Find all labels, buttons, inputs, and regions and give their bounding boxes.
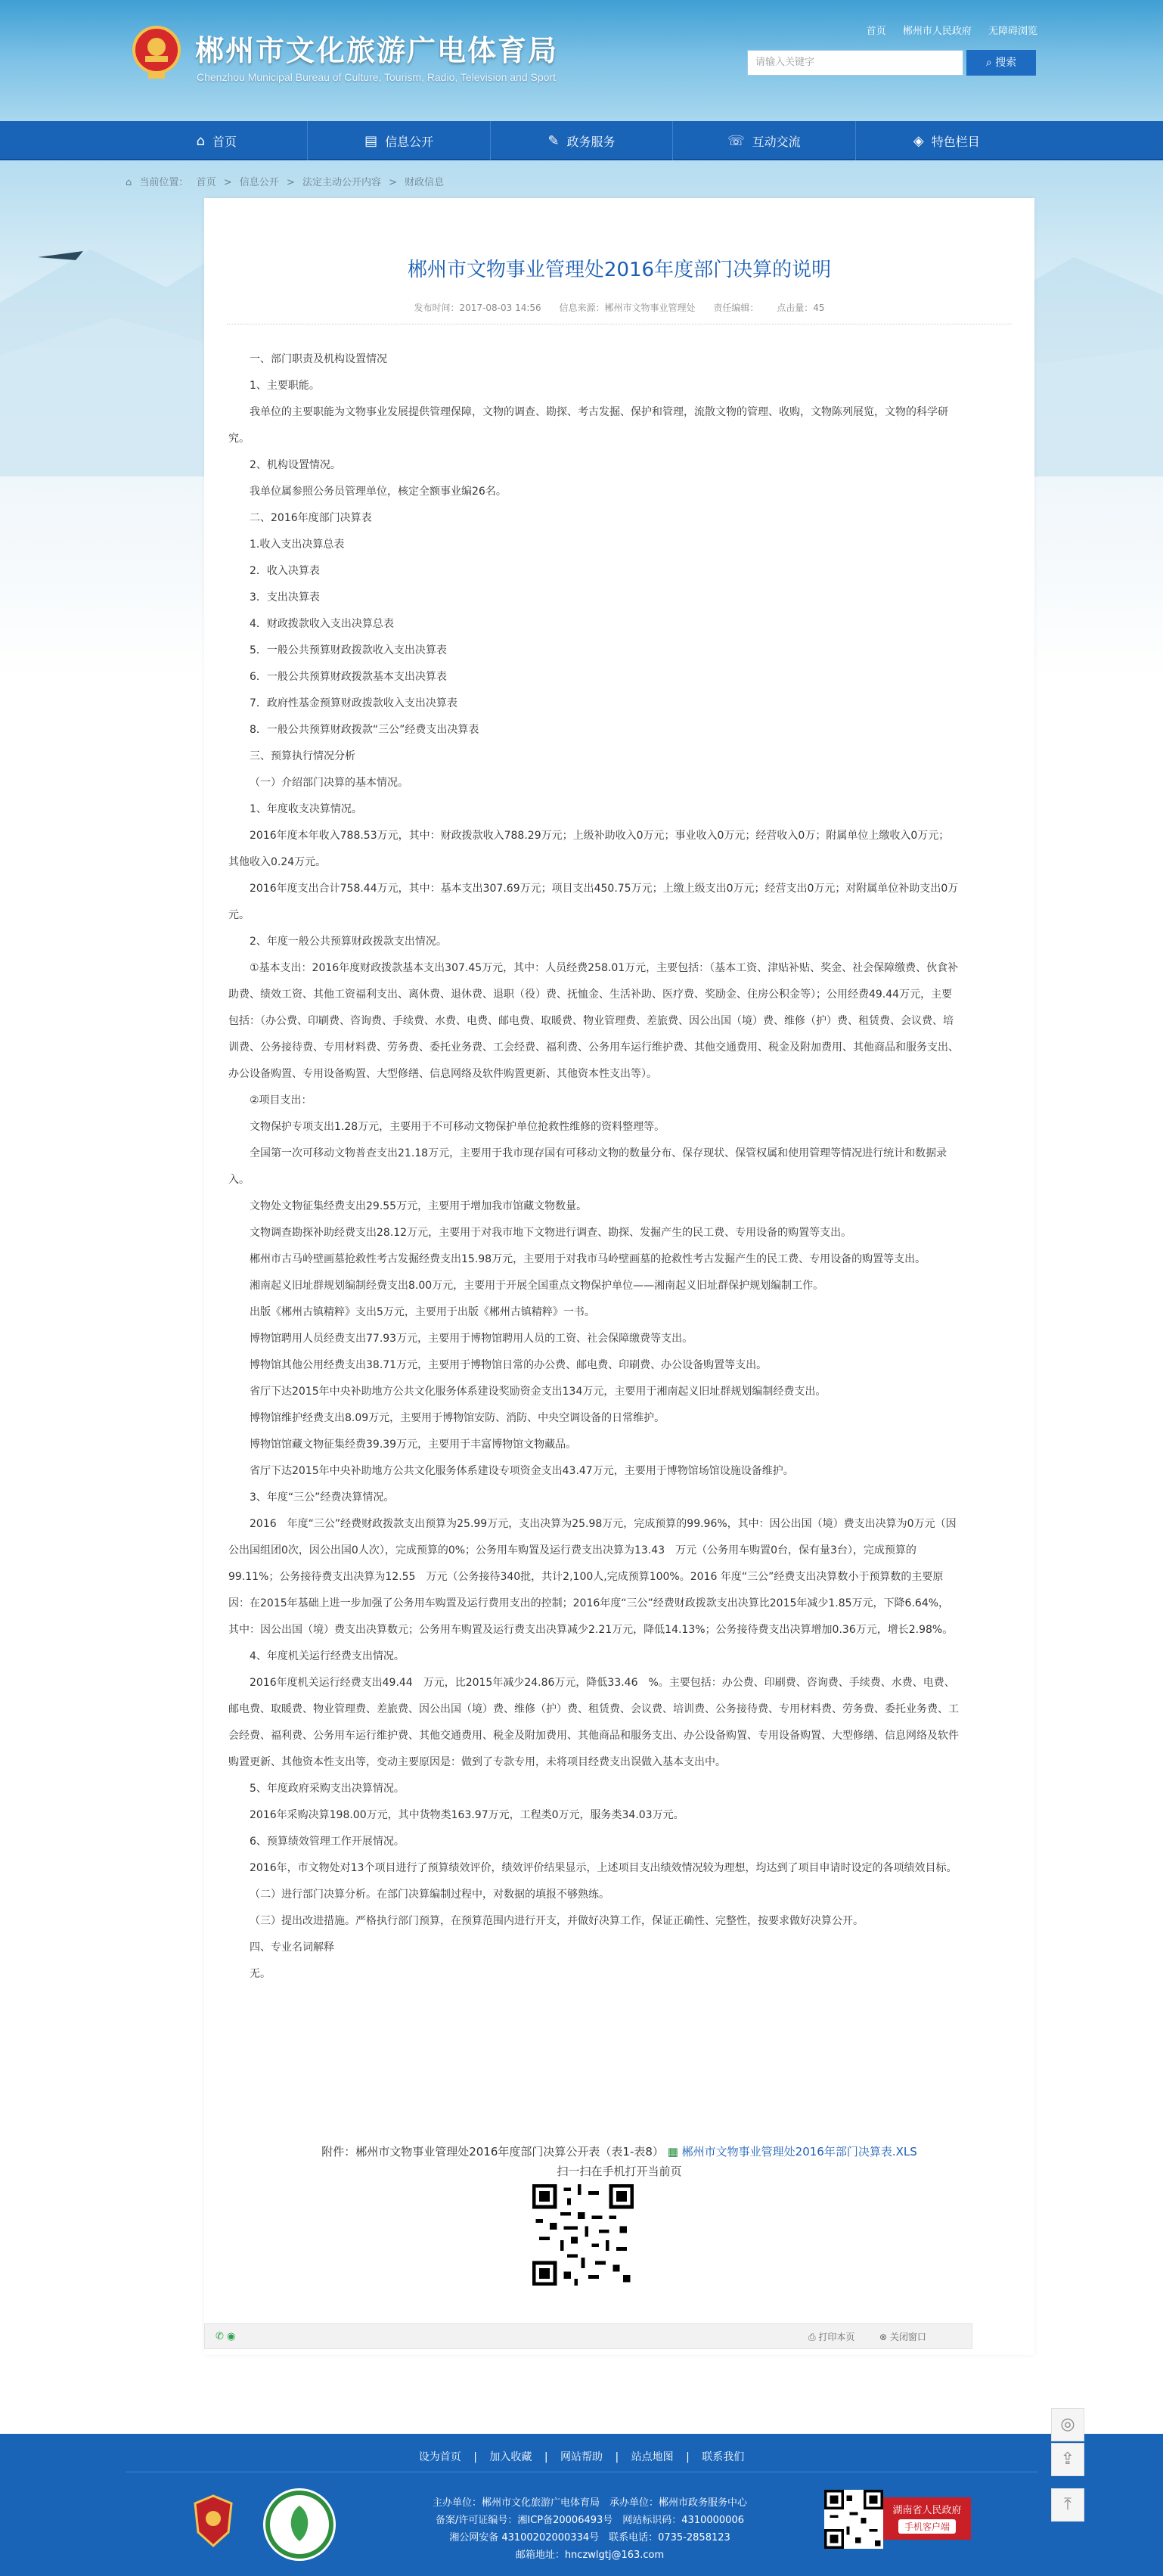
editor: 责任编辑： [713, 303, 759, 313]
article-paragraph: 2、机构设置情况。 [250, 459, 341, 471]
article-paragraph: 4、年度机关运行经费支出情况。 [250, 1650, 405, 1662]
article-paragraph: 出版《郴州古镇精粹》支出5万元，主要用于出版《郴州古镇精粹》一书。 [250, 1306, 595, 1318]
top-link-government[interactable]: 郴州市人民政府 [902, 26, 972, 37]
gov-app-badge[interactable] [883, 2497, 971, 2540]
article-paragraph: 博物馆聘用人员经费支出77.93万元，主要用于博物馆聘用人员的工资、社会保障缴费等支出。 [250, 1333, 693, 1345]
article-paragraph: 1.收入支出决算总表 [250, 538, 345, 551]
article-paragraph: 三、预算执行情况分析 [250, 750, 355, 762]
publish-time: 发布时间：2017-08-03 14:56 [414, 303, 541, 313]
qr-code-icon [532, 2184, 634, 2286]
article-paragraph: 郴州市古马岭壁画墓抢救性考古发掘经费支出15.98万元，主要用于对我市马岭壁画墓的抢救性考古发掘产生的民工费、专用设备的购置等支出。 [250, 1253, 926, 1265]
article-paragraph: 1、主要职能。 [250, 380, 320, 392]
edit-icon: ✎ [547, 132, 560, 149]
breadcrumb-link-finance[interactable]: 财政信息 [405, 177, 445, 188]
article-panel [204, 198, 1034, 2355]
top-link-accessibility[interactable]: 无障碍浏览 [988, 26, 1037, 37]
breadcrumb [126, 174, 448, 188]
article-title: 郴州市文物事业管理处2016年度部门决算的说明 [407, 259, 832, 281]
footer-links [0, 2449, 1163, 2464]
nav-item-label: 互动交流 [752, 134, 801, 149]
excel-icon: ▦ [667, 2145, 678, 2159]
article-paragraph: 博物馆维护经费支出8.09万元，主要用于博物馆安防、消防、中央空调设备的日常维护。 [250, 1412, 665, 1424]
article-paragraph: 7．政府性基金预算财政拨款收入支出决算表 [250, 697, 457, 709]
article-paragraph: 2016年度本年收入788.53万元，其中：财政拨款收入788.29万元；上级补助收入0万元；事业收入0万元；经营收入0万；附属单位上缴收入0万元；其他收入0.24万元。 [228, 830, 950, 868]
footer-separator: | [473, 2451, 477, 2463]
close-icon: ⊗ [879, 2332, 890, 2342]
attachment-prefix: 附件：郴州市文物事业管理处2016年度部门决算公开表（表1-表8） [321, 2145, 664, 2159]
attachment-line [204, 2143, 1034, 2159]
article-paragraph: 我单位的主要职能为文物事业发展提供管理保障，文物的调查、勘探、考古发掘、保护和管理，流散文物的管理、收购，文物陈列展览，文物的科学研究。 [228, 406, 948, 445]
nav-item-interaction[interactable] [673, 121, 855, 160]
breadcrumb-label: 当前位置： [139, 177, 189, 188]
nav-item-info-disclosure[interactable] [308, 121, 490, 160]
article-paragraph: 一、部门职责及机构设置情况 [250, 353, 387, 365]
article-paragraph: 5、年度政府采购支出决算情况。 [250, 1783, 405, 1795]
article-paragraph: 博物馆馆藏文物征集经费39.39万元，主要用于丰富博物馆文物藏品。 [250, 1439, 577, 1451]
gov-badge-subtitle: 手机客户端 [898, 2519, 956, 2534]
search-button-label: 搜索 [995, 57, 1017, 69]
footer-link-sitemap[interactable]: 站点地图 [631, 2451, 674, 2463]
close-label: 关闭窗口 [889, 2332, 926, 2342]
article-paragraph: （三）提出改进措施。严格执行部门预算，在预算范围内进行开支，并做好决算工作，保证正确性、完整性，按要求做好决算公开。 [250, 1915, 864, 1927]
article-paragraph: 1、年度收支决算情况。 [250, 803, 362, 815]
footer-link-set-home[interactable]: 设为首页 [418, 2451, 461, 2463]
police-badge-icon[interactable] [192, 2494, 234, 2547]
article-paragraph: 文物调查勘探补助经费支出28.12万元，主要用于对我市地下文物进行调查、勘探、发掘产生的民工费、专用设备的购置等支出。 [250, 1227, 852, 1239]
article-body [228, 346, 959, 1988]
article-paragraph: 8．一般公共预算财政拨款“三公”经费支出决算表 [250, 724, 479, 736]
close-window-button[interactable] [879, 2330, 926, 2343]
breadcrumb-separator: > [389, 177, 398, 188]
nav-item-label: 信息公开 [385, 134, 434, 149]
site-title: 郴州市文化旅游广电体育局 [195, 34, 559, 67]
article-paragraph: ①基本支出：2016年度财政拨款基本支出307.45万元，其中：人员经费258.01万元，主要包括：（基本工资、津贴补贴、奖金、社会保障缴费、伙食补助费、绩效工资、其他工资福利支出、离休费、退休费、退职（役）费、抚恤金、生活补助、医疗费、奖励金、住房公积金等）；公用经费49.44万元，主要包括：（办公费、印刷费、咨询费、手续费、水费、电费、邮电费、取暖费、物业管理费、差旅费、因公出国（境）费、维修（护）费、租赁费、会议费、培训费、公务接待费、专用材料费、劳务费、委托业务费、工会经费、福利费、公务用车运行维护费、其他交通费用、税金及附加费用、其他商品和服务支出、办公设备购置、专用设备购置、大型修缮、信息网络及软件购置更新、其他资本性支出等）。 [228, 962, 959, 1080]
article-meta [204, 301, 1034, 314]
view-count: 点击量：45 [777, 303, 825, 313]
top-links [853, 23, 1037, 37]
article-paragraph: 文物保护专项支出1.28万元，主要用于不可移动文物保护单位抢救性维修的资料整理等。 [250, 1121, 665, 1133]
breadcrumb-separator: > [223, 177, 232, 188]
article-paragraph: 6、预算绩效管理工作开展情况。 [250, 1836, 405, 1848]
nav-item-label: 特色栏目 [931, 134, 980, 149]
footer-security: 湘公网安备 43100202000334号 联系电话：0735-2858123 [449, 2532, 730, 2543]
nav-item-government-service[interactable] [491, 121, 673, 160]
search-button[interactable] [966, 50, 1036, 76]
location-icon: ⌂ [126, 177, 132, 188]
footer-link-contact[interactable]: 联系我们 [702, 2451, 745, 2463]
site-footer [0, 2434, 1163, 2576]
article-paragraph: 2、年度一般公共预算财政拨款支出情况。 [250, 936, 447, 948]
breadcrumb-separator: > [286, 177, 295, 188]
article-paragraph: 2016 年度“三公”经费财政拨款支出预算为25.99万元，支出决算为25.98万元，完成预算的99.96%，其中：因公出国（境）费支出决算为0万元（因公出国组团0次，因公出国0人次），完成预算的0%；公务用车购置及运行费支出决算为13.43 万元（公务用车购置0台，保有量3台），完成预算的99.11%；公务接待费支出决算为12.55 万元（公务接待340批，共计2,100人,完成预算100%。2016 年度“三公”经费支出决算数小于预算数的主要原因：在2015年基础上进一步加强了公务用车购置及运行费用支出的控制；2016年度“三公”经费财政拨款支出决算比2015年减少1.85万元，下降6.64%，其中：因公出国（境）费支出决算数元；公务用车购置及运行费支出决算减少2.21万元，降低14.13%；公务接待费支出决算增加0.36万元，增长2.98%。 [228, 1518, 957, 1636]
article-paragraph: （二）进行部门决算分析。在部门决算编制过程中，对数据的填报不够熟练。 [250, 1889, 609, 1901]
article-paragraph: 博物馆其他公用经费支出38.71万元，主要用于博物馆日常的办公费、邮电费、印刷费、办公设备购置等支出。 [250, 1359, 768, 1371]
nav-item-home[interactable] [126, 121, 308, 160]
article-paragraph: 5．一般公共预算财政拨款收入支出决算表 [250, 644, 447, 656]
share-icons[interactable]: ✆ ◉ [216, 2331, 236, 2342]
share-float-button[interactable] [1051, 2443, 1084, 2476]
article-paragraph: 我单位属参照公务员管理单位，核定全额事业编26名。 [250, 486, 507, 498]
article-paragraph: 3．支出决算表 [250, 591, 320, 604]
article-paragraph: 2016年采购决算198.00万元，其中货物类163.97万元，工程类0万元，服务类34.03万元。 [250, 1809, 684, 1821]
print-button[interactable] [808, 2330, 854, 2343]
article-paragraph: 全国第一次可移动文物普查支出21.18万元，主要用于我市现存国有可移动文物的数量分布、保存现状、保管权属和使用管理等情况进行统计和数据录入。 [228, 1147, 947, 1186]
article-paragraph: （一）介绍部门决算的基本情况。 [250, 777, 408, 789]
breadcrumb-link-home[interactable]: 首页 [196, 177, 216, 188]
nav-item-label: 首页 [212, 134, 237, 149]
article-paragraph: 4．财政拨款收入支出决算总表 [250, 618, 394, 630]
attachment-link[interactable]: 郴州市文物事业管理处2016年部门决算表.XLS [681, 2145, 917, 2159]
arrow-up-icon: ⤒ [1064, 2495, 1072, 2514]
nav-item-label: 政务服务 [566, 134, 616, 149]
breadcrumb-link-info[interactable]: 信息公开 [239, 177, 279, 188]
footer-separator: | [615, 2451, 619, 2463]
article-paragraph: 湘南起义旧址群规划编制经费支出8.00万元，主要用于开展全国重点文物保护单位——湘南起义旧址群保护规划编制工作。 [250, 1280, 824, 1292]
back-to-top-button[interactable] [1051, 2488, 1084, 2522]
top-link-home[interactable]: 首页 [866, 26, 886, 37]
home-icon: ⌂ [196, 132, 205, 149]
nav-item-featured[interactable] [856, 121, 1037, 160]
footer-link-help[interactable]: 网站帮助 [560, 2451, 603, 2463]
footer-info [393, 2494, 786, 2564]
breadcrumb-link-statutory[interactable]: 法定主动公开内容 [302, 177, 381, 188]
footer-qr-code-icon [824, 2490, 883, 2549]
weibo-icon: ◎ [1060, 2415, 1075, 2434]
article-paragraph: ②项目支出： [250, 1094, 312, 1106]
article-paragraph: 2016年度机关运行经费支出49.44 万元，比2015年减少24.86万元，降低33.46 %。主要包括：办公费、印刷费、咨询费、手续费、水费、电费、邮电费、取暖费、物业管理费、差旅费、因公出国（境）费、维修（护）费、租赁费、会议费、培训费、公务接待费、专用材料费、劳务费、委托业务费、工会经费、福利费、公务用车运行维护费、其他交通费用、税金及附加费用、其他商品和服务支出、办公设备购置、专用设备购置、大型修缮、信息网络及软件购置更新、其他资本性支出等，变动主要原因是：做到了专款专用，未将项目经费支出误做入基本支出中。 [228, 1677, 959, 1768]
printer-icon: ⎙ [808, 2332, 819, 2342]
article-paragraph: 文物处文物征集经费支出29.55万元，主要用于增加我市馆藏文物数量。 [250, 1200, 588, 1212]
gov-badge-title: 湖南省人民政府 [892, 2505, 962, 2516]
weibo-float-button[interactable] [1051, 2408, 1084, 2441]
share-icon: ⇪ [1060, 2450, 1075, 2469]
article-paragraph: 3、年度“三公”经费决算情况。 [250, 1491, 395, 1504]
footer-link-favorite[interactable]: 加入收藏 [489, 2451, 532, 2463]
search-input[interactable]: 请输入关键字 [747, 50, 963, 76]
article-paragraph: 省厅下达2015年中央补助地方公共文化服务体系建设奖励资金支出134万元，主要用于湘南起义旧址群规划编制经费支出。 [250, 1386, 827, 1398]
footer-icp: 备案/许可证编号：湘ICP备20006493号 网站标识码：4310000006 [435, 2515, 744, 2526]
government-site-badge-icon[interactable] [262, 2487, 337, 2562]
qr-label: 扫一扫在手机打开当前页 [557, 2165, 682, 2178]
article-paragraph: 无。 [250, 1968, 271, 1980]
footer-separator: | [686, 2451, 690, 2463]
print-label: 打印本页 [818, 2332, 855, 2342]
search-icon: ⌕ [985, 57, 996, 69]
article-paragraph: 四、专业名词解释 [250, 1941, 334, 1954]
document-icon: ▤ [364, 132, 378, 149]
article-paragraph: 二、2016年度部门决算表 [250, 512, 372, 524]
info-source: 信息来源：郴州市文物事业管理处 [559, 303, 696, 313]
site-subtitle: Chenzhou Municipal Bureau of Culture, Tourism, Radio, Television and Sport [197, 71, 556, 83]
article-toolbar [204, 2323, 972, 2349]
layers-icon: ◈ [913, 132, 924, 149]
article-paragraph: 省厅下达2015年中央补助地方公共文化服务体系建设专项资金支出43.47万元，主要用于博物馆场馆设施设备维护。 [250, 1465, 794, 1477]
footer-email: 邮箱地址：hnczwlgtj@163.com [515, 2550, 665, 2561]
article-paragraph: 2．收入决算表 [250, 565, 320, 577]
footer-separator: | [544, 2451, 548, 2463]
article-paragraph: 2016年，市文物处对13个项目进行了预算绩效评价，绩效评价结果显示，上述项目支出绩效情况较为理想，均达到了项目申请时设定的各项绩效目标。 [250, 1862, 957, 1874]
site-header [0, 0, 1163, 121]
national-emblem-icon [130, 23, 183, 82]
article-paragraph: 6．一般公共预算财政拨款基本支出决算表 [250, 671, 447, 683]
main-nav [0, 121, 1163, 160]
chat-icon: ☏ [727, 132, 745, 149]
article-paragraph: 2016年度支出合计758.44万元，其中：基本支出307.69万元；项目支出450.75万元；上缴上级支出0万元；经营支出0万元；对附属单位补助支出0万元。 [228, 883, 959, 921]
footer-organizer: 主办单位：郴州市文化旅游广电体育局 承办单位：郴州市政务服务中心 [432, 2497, 747, 2509]
